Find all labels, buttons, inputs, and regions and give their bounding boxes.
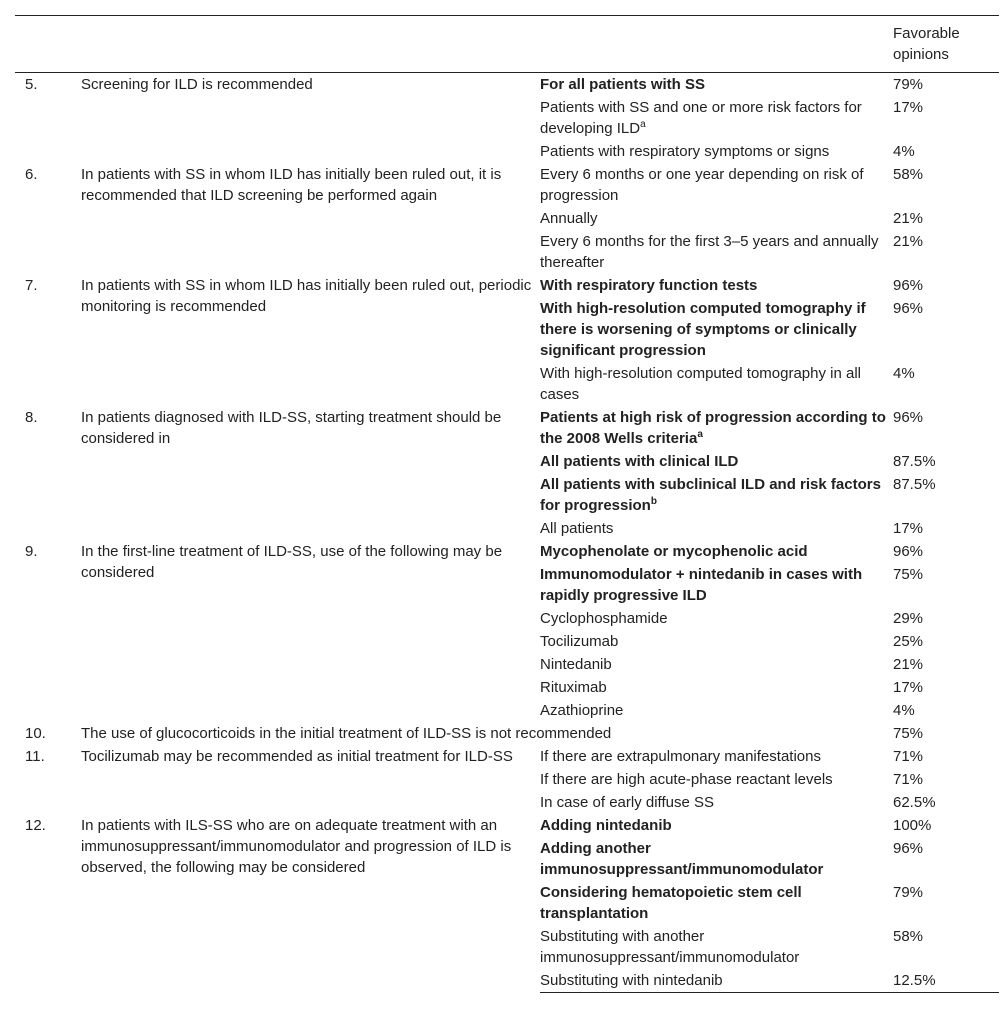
table-row bbox=[15, 745, 999, 768]
footnote-marker: b bbox=[650, 496, 657, 507]
response-option bbox=[540, 297, 893, 362]
response-option bbox=[540, 517, 893, 540]
table-row bbox=[15, 73, 999, 97]
favorable-percent: 12.5% bbox=[893, 969, 999, 993]
response-option bbox=[540, 563, 893, 607]
table-row bbox=[15, 814, 999, 837]
favorable-percent: 71% bbox=[893, 748, 924, 765]
favorable-percent: 96% bbox=[893, 543, 924, 560]
favorable-percent: 21% bbox=[893, 210, 924, 227]
header-empty-cell bbox=[540, 16, 893, 73]
favorable-percent: 75% bbox=[893, 566, 924, 583]
option-text: Nintedanib bbox=[540, 656, 612, 673]
option-text: Substituting with another immunosuppressant/immunomodulator bbox=[540, 928, 800, 966]
table-row bbox=[15, 274, 999, 297]
response-option bbox=[540, 653, 893, 676]
footnote-marker: a bbox=[697, 429, 703, 440]
item-number: 6. bbox=[25, 166, 38, 183]
header-empty-cell bbox=[81, 16, 540, 73]
option-text: Substituting with nintedanib bbox=[540, 972, 723, 989]
option-text: Tocilizumab bbox=[540, 633, 619, 650]
favorable-percent: 79% bbox=[893, 884, 924, 901]
option-text: For all patients with SS bbox=[540, 76, 706, 93]
favorable-percent: 4% bbox=[893, 702, 915, 719]
option-text: In case of early diffuse SS bbox=[540, 794, 714, 811]
option-text: Azathioprine bbox=[540, 702, 624, 719]
response-option bbox=[540, 814, 893, 837]
favorable-percent: 17% bbox=[893, 520, 924, 537]
response-option bbox=[540, 676, 893, 699]
option-text: All patients bbox=[540, 520, 614, 537]
favorable-percent: 96% bbox=[893, 409, 924, 426]
favorable-percent: 58% bbox=[893, 928, 924, 945]
option-text: Considering hematopoietic stem cell transplantation bbox=[540, 884, 802, 922]
favorable-percent: 4% bbox=[893, 365, 915, 382]
favorable-percent: 96% bbox=[893, 300, 924, 317]
item-statement: Tocilizumab may be recommended as initial treatment for ILD-SS bbox=[81, 748, 513, 765]
option-text: If there are high acute-phase reactant levels bbox=[540, 771, 833, 788]
response-option bbox=[540, 230, 893, 274]
footnote-marker: a bbox=[640, 119, 646, 130]
item-number: 9. bbox=[25, 543, 38, 560]
response-option bbox=[540, 450, 893, 473]
response-option bbox=[540, 969, 893, 993]
favorable-percent: 71% bbox=[893, 771, 924, 788]
item-statement: In patients with SS in whom ILD has initially been ruled out, it is recommended that ILD screening be performed again bbox=[81, 166, 502, 204]
favorable-percent: 96% bbox=[893, 277, 924, 294]
recommendations-table bbox=[15, 15, 999, 993]
favorable-percent: 4% bbox=[893, 143, 915, 160]
response-option bbox=[540, 163, 893, 207]
table-body bbox=[15, 73, 999, 993]
item-number: 5. bbox=[25, 76, 38, 93]
item-statement: In the first-line treatment of ILD-SS, use of the following may be considered bbox=[81, 543, 503, 581]
option-text: Adding nintedanib bbox=[540, 817, 672, 834]
option-text: Patients with respiratory symptoms or signs bbox=[540, 143, 830, 160]
response-option bbox=[540, 745, 893, 768]
favorable-percent: 25% bbox=[893, 633, 924, 650]
favorable-percent: 17% bbox=[893, 679, 924, 696]
item-number: 7. bbox=[25, 277, 38, 294]
item-number: 12. bbox=[25, 817, 46, 834]
favorable-percent: 21% bbox=[893, 656, 924, 673]
option-text: Cyclophosphamide bbox=[540, 610, 668, 627]
option-text: If there are extrapulmonary manifestations bbox=[540, 748, 821, 765]
item-statement: In patients diagnosed with ILD-SS, starting treatment should be considered in bbox=[81, 409, 502, 447]
response-option bbox=[540, 607, 893, 630]
table-row bbox=[15, 406, 999, 450]
favorable-percent: 79% bbox=[893, 76, 924, 93]
option-text: Patients at high risk of progression according to the 2008 Wells criteria bbox=[540, 409, 886, 447]
option-text: With respiratory function tests bbox=[540, 277, 758, 294]
option-text: All patients with clinical ILD bbox=[540, 453, 739, 470]
response-option bbox=[540, 881, 893, 925]
favorable-percent: 75% bbox=[893, 725, 924, 742]
response-option bbox=[540, 699, 893, 722]
option-text: Every 6 months for the first 3–5 years and annually thereafter bbox=[540, 233, 879, 271]
response-option bbox=[540, 96, 893, 140]
favorable-percent: 87.5% bbox=[893, 476, 936, 493]
response-option bbox=[540, 73, 893, 97]
item-statement: In patients with SS in whom ILD has initially been ruled out, periodic monitoring is recommended bbox=[81, 277, 532, 315]
response-option bbox=[540, 140, 893, 163]
header-empty-cell bbox=[15, 16, 81, 73]
table-row bbox=[15, 540, 999, 563]
favorable-percent: 87.5% bbox=[893, 453, 936, 470]
table-row bbox=[15, 722, 999, 745]
option-text: Mycophenolate or mycophenolic acid bbox=[540, 543, 808, 560]
response-option bbox=[540, 540, 893, 563]
item-number: 8. bbox=[25, 409, 38, 426]
response-option bbox=[540, 406, 893, 450]
response-option bbox=[540, 274, 893, 297]
response-option bbox=[540, 791, 893, 814]
favorable-percent: 62.5% bbox=[893, 794, 936, 811]
option-text: Immunomodulator + nintedanib in cases with rapidly progressive ILD bbox=[540, 566, 863, 604]
response-option bbox=[540, 768, 893, 791]
option-text: With high-resolution computed tomography in all cases bbox=[540, 365, 861, 403]
favorable-percent: 58% bbox=[893, 166, 924, 183]
response-option bbox=[540, 837, 893, 881]
response-option bbox=[540, 925, 893, 969]
option-text: With high-resolution computed tomography if there is worsening of symptoms or clinically significant progression bbox=[540, 300, 866, 359]
response-option bbox=[540, 630, 893, 653]
item-statement: Screening for ILD is recommended bbox=[81, 76, 313, 93]
favorable-percent: 21% bbox=[893, 233, 924, 250]
item-number: 10. bbox=[25, 725, 46, 742]
favorable-percent: 29% bbox=[893, 610, 924, 627]
item-number: 11. bbox=[25, 748, 45, 765]
item-statement: The use of glucocorticoids in the initial treatment of ILD-SS is not recommended bbox=[81, 725, 612, 742]
option-text: Patients with SS and one or more risk factors for developing ILD bbox=[540, 99, 862, 137]
favorable-percent: 17% bbox=[893, 99, 924, 116]
header-favorable-opinions: Favorable opinions bbox=[893, 25, 960, 63]
favorable-percent: 100% bbox=[893, 817, 932, 834]
table-header-row bbox=[15, 16, 999, 73]
option-text: Every 6 months or one year depending on risk of progression bbox=[540, 166, 864, 204]
option-text: All patients with subclinical ILD and risk factors for progression bbox=[540, 476, 881, 514]
item-statement: In patients with ILS-SS who are on adequate treatment with an immunosuppressant/immunomodulator and progression of ILD is observed, the following may be considered bbox=[81, 817, 512, 876]
option-text: Annually bbox=[540, 210, 598, 227]
option-text: Rituximab bbox=[540, 679, 607, 696]
favorable-percent: 96% bbox=[893, 840, 924, 857]
response-option bbox=[540, 207, 893, 230]
table-row bbox=[15, 163, 999, 207]
option-text: Adding another immunosuppressant/immunomodulator bbox=[540, 840, 824, 878]
response-option bbox=[540, 473, 893, 517]
response-option bbox=[540, 362, 893, 406]
